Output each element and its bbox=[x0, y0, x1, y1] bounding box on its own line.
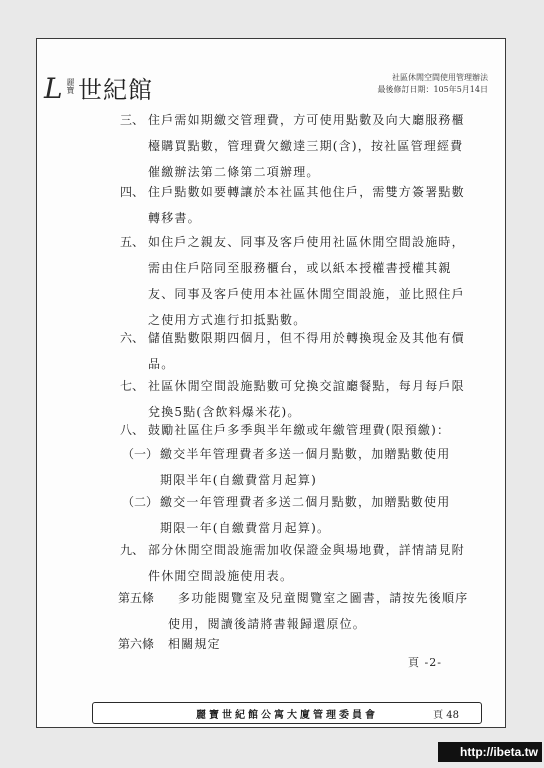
footer-bar bbox=[92, 702, 482, 724]
item-text-line: 友、同事及客戶使用本社區休閒空間設施，並比照住戶 bbox=[148, 287, 465, 301]
item-text-line: 之使用方式進行扣抵點數。 bbox=[148, 313, 307, 327]
item-text-line: 鼓勵社區住戶多季與半年繳或年繳管理費(限預繳)： bbox=[148, 423, 451, 437]
logo-brand-text: 世紀館 bbox=[78, 76, 153, 104]
logo-small-text: 麗寶 bbox=[66, 78, 75, 94]
item-text-line: 繳交半年管理費者多送一個月點數，加贈點數使用 bbox=[160, 447, 451, 461]
item-text-line: 使用，閱讀後請將書報歸還原位。 bbox=[168, 617, 367, 631]
item-text-line: 社區休閒空間設施點數可兌換交誼廳餐點，每月每戶限 bbox=[148, 379, 465, 393]
item-text-line: 轉移書。 bbox=[148, 211, 201, 225]
item-number: 三、 bbox=[120, 113, 145, 127]
footer-committee-name: 麗寶世紀館公寓大廈管理委員會 bbox=[196, 710, 378, 721]
item-text-line: 需由住戶陪同至服務櫃台，或以紙本授權書授權其親 bbox=[148, 261, 452, 275]
item-text-line: 多功能閱覽室及兒童閱覽室之圖書，請按先後順序 bbox=[178, 591, 469, 605]
item-text-line: 檯購買點數，管理費欠繳達三期(含)，按社區管理經費 bbox=[148, 139, 464, 153]
item-number: 六、 bbox=[120, 331, 145, 345]
logo bbox=[44, 72, 164, 112]
watermark-url: http://ibeta.tw bbox=[438, 742, 542, 762]
item-text-line: 件休閒空間設施使用表。 bbox=[148, 569, 294, 583]
item-text-line: 住戶點數如要轉讓於本社區其他住戶，需雙方簽署點數 bbox=[148, 185, 465, 199]
item-number: （二） bbox=[122, 495, 159, 509]
page-number: 頁 -2- bbox=[408, 656, 442, 669]
revision-date: 最後修訂日期：105年5月14日 bbox=[377, 85, 488, 94]
logo-mark-icon: L bbox=[44, 72, 63, 105]
item-number: 第六條 bbox=[118, 637, 155, 651]
item-text-line: 儲值點數限期四個月，但不得用於轉換現金及其他有價 bbox=[148, 331, 465, 345]
item-text-line: 如住戶之親友、同事及客戶使用社區休閒空間設施時， bbox=[148, 235, 465, 249]
footer-page: 頁 48 bbox=[433, 710, 459, 721]
item-number: 八、 bbox=[120, 423, 145, 437]
item-text-line: 繳交一年管理費者多送二個月點數，加贈點數使用 bbox=[160, 495, 451, 509]
item-number: 第五條 bbox=[118, 591, 155, 605]
item-text-line: 催繳辦法第二條第二項辦理。 bbox=[148, 165, 320, 179]
item-text-line: 相關規定 bbox=[168, 637, 221, 651]
item-text-line: 住戶需如期繳交管理費，方可使用點數及向大廳服務櫃 bbox=[148, 113, 465, 127]
item-text-line: 期限一年(自繳費當月起算)。 bbox=[160, 521, 331, 535]
item-number: 四、 bbox=[120, 185, 145, 199]
doc-title: 社區休閒空間使用管理辦法 bbox=[392, 73, 488, 82]
item-number: 七、 bbox=[120, 379, 145, 393]
document-header bbox=[377, 72, 488, 96]
item-number: 五、 bbox=[120, 235, 145, 249]
item-text-line: 品。 bbox=[148, 357, 175, 371]
item-text-line: 部分休閒空間設施需加收保證金與場地費，詳情請見附 bbox=[148, 543, 465, 557]
item-number: （一） bbox=[122, 447, 159, 461]
item-text-line: 期限半年(自繳費當月起算) bbox=[160, 473, 317, 487]
item-number: 九、 bbox=[120, 543, 145, 557]
item-text-line: 兌換5點(含飲料爆米花)。 bbox=[148, 405, 301, 419]
